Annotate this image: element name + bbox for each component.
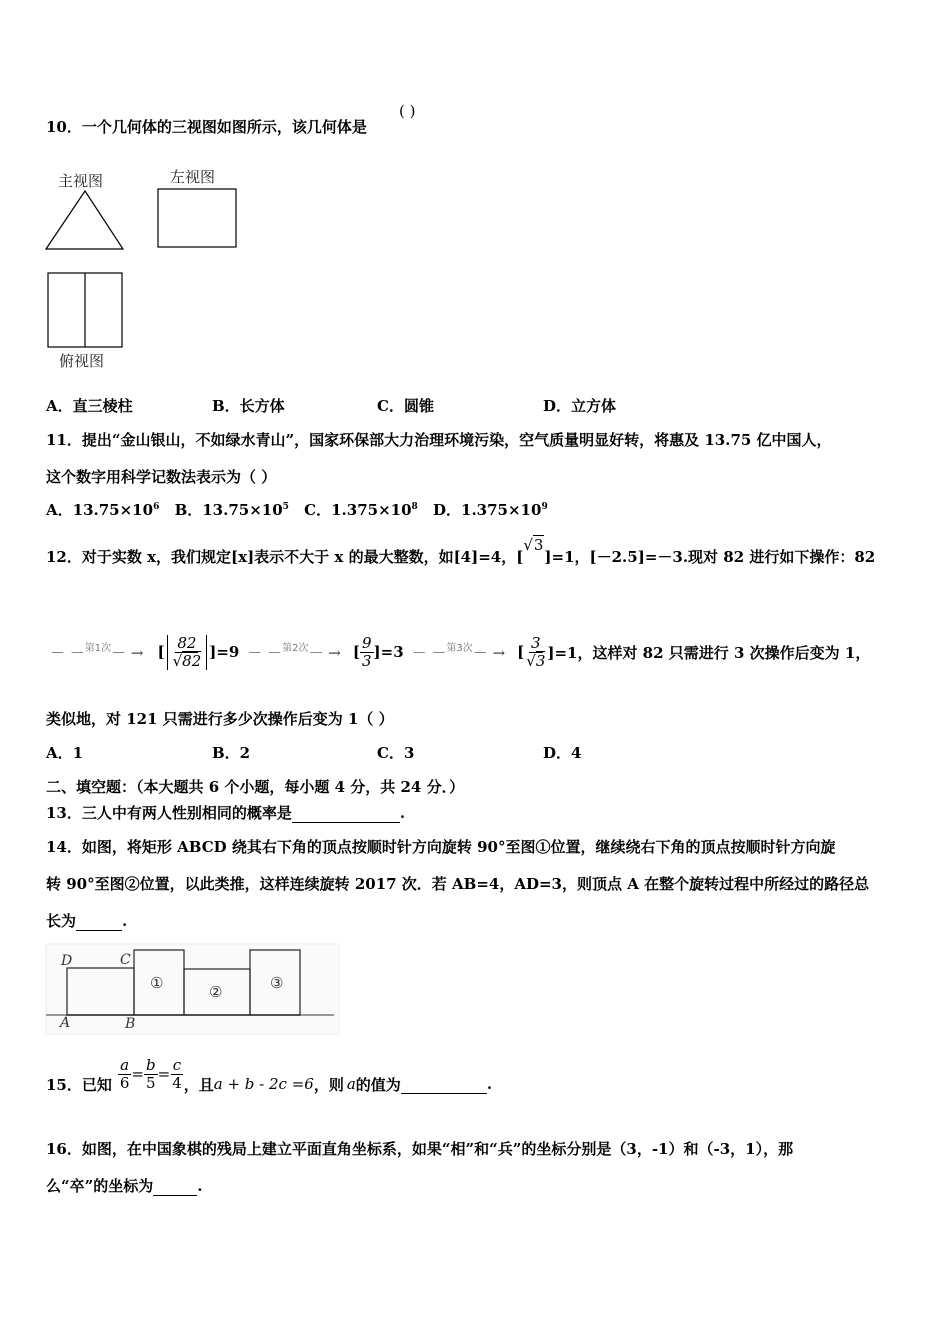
q14-line2: 转 90°至图②位置，以此类推，这样连续旋转 2017 次．若 AB=4，AD=3，则顶点 A 在整个旋转过程中所经过的路径总: [46, 875, 870, 893]
label-d: D: [61, 953, 73, 969]
q13-line: 13．三人中有两人性别相同的概率是 .: [46, 804, 406, 822]
label-position-2: ②: [209, 983, 223, 1001]
fraction-1-denominator: √82: [172, 651, 202, 670]
q14-line3: 长为 .: [46, 912, 128, 930]
bracket-open-2: [: [352, 643, 360, 661]
arrow-1-label: 第1次: [84, 642, 112, 654]
q12-option-d[interactable]: D．4: [543, 744, 582, 762]
q14-line1: 14．如图，将矩形 ABCD 绕其右下角的顶点按顺时针方向旋转 90°至图①位置，继续绕右下角的顶点按顺时针方向旋: [46, 838, 836, 856]
arrow-3-head: － →: [472, 643, 506, 662]
arrow-1-dash: － －: [50, 643, 85, 662]
fraction-b-over-5: $\frac{b}{5}$: [146, 1055, 156, 1092]
arrow-2-label: 第2次: [282, 642, 309, 654]
fraction-1-numerator: 82: [177, 633, 197, 652]
result-1: ]=9: [209, 643, 240, 661]
label-position-3: ③: [270, 974, 284, 992]
fraction-c-over-4: $\frac{c}{4}$: [172, 1055, 182, 1092]
fraction-a-over-6: $\frac{a}{6}$: [119, 1055, 130, 1092]
arrow-1-head: － →: [111, 643, 144, 662]
fraction-3: $\frac{3}{√3}$: [526, 633, 546, 670]
q15-condition-expression: a + b - 2c =6: [213, 1075, 314, 1093]
bracket-open-3: [: [517, 643, 525, 661]
arrow-2-dash: － －: [247, 643, 283, 662]
q11-option-a[interactable]: A．$13.75\times 10^6$: [46, 501, 160, 519]
q12-line3: 类似地，对 121 只需进行多少次操作后变为 1（ ）: [46, 710, 394, 728]
q10-option-d[interactable]: D．立方体: [543, 397, 617, 415]
q16-answer-blank[interactable]: [153, 1177, 197, 1196]
result-3: ]=1，这样对 82 只需进行 3 次操作后变为 1，: [547, 643, 871, 662]
q12-option-b[interactable]: B．2: [212, 744, 251, 762]
arrow-3-dash: － －: [411, 643, 447, 662]
label-b: B: [125, 1016, 136, 1032]
q11-option-d[interactable]: D．$1.375\times 10^9$: [433, 501, 548, 519]
arrow-2-head: － →: [308, 643, 341, 662]
label-a: A: [60, 1015, 71, 1031]
arrow-3-label: 第3次: [446, 642, 473, 654]
label-c: C: [120, 952, 131, 968]
front-view-label: 主视图: [58, 172, 104, 190]
q12-line1-part-b: ]=1，[－2.5]=－3.现对 82 进行如下操作：82: [544, 548, 876, 566]
fraction-2: $\frac{9}{3}$: [361, 633, 372, 670]
q10-paren: ( ): [399, 102, 416, 120]
q10-text: 10．一个几何体的三视图如图所示，该几何体是: [46, 118, 367, 136]
q10-option-a[interactable]: A．直三棱柱: [46, 397, 133, 415]
q15-answer-blank[interactable]: [401, 1075, 487, 1094]
q11-option-b[interactable]: B．$13.75\times 10^5$: [174, 501, 289, 519]
result-2: ]=3: [373, 643, 404, 661]
q10-option-c[interactable]: C．圆锥: [377, 397, 434, 415]
q15-line: 15．已知 $\frac{a}{6}$ = $\frac{b}{5}$ = $\frac{c}{4}$ ，且 a + b - 2c =6 ，则 a 的值为 .: [46, 1055, 493, 1094]
sqrt3-expression: √3: [523, 536, 544, 554]
q11-line2: 这个数字用科学记数法表示为（ ）: [46, 468, 277, 486]
q16-line1: 16．如图，在中国象棋的残局上建立平面直角坐标系，如果“相”和“兵”的坐标分别是（3，-1）和（-3，1），那: [46, 1140, 794, 1158]
q12-option-a[interactable]: A．1: [46, 744, 84, 762]
q16-line2: 么“卒”的坐标为 .: [46, 1177, 203, 1195]
q13-text: 13．三人中有两人性别相同的概率是: [46, 804, 292, 822]
bracket-open-1: [: [157, 643, 165, 661]
label-position-1: ①: [150, 974, 164, 992]
q12-option-c[interactable]: C．3: [377, 744, 415, 762]
left-view-label: 左视图: [170, 168, 216, 186]
q12-line1-part-a: 12．对于实数 x，我们规定[x]表示不大于 x 的最大整数，如[4]=4，[: [46, 548, 524, 566]
section-2-title: 二、填空题：（本大题共 6 个小题，每小题 4 分，共 24 分．）: [46, 778, 465, 796]
top-view-label: 俯视图: [59, 352, 105, 370]
q11-option-c[interactable]: C．$1.375\times 10^8$: [304, 501, 418, 519]
q11-line1: 11．提出“金山银山，不如绿水青山”，国家环保部大力治理环境污染，空气质量明显好转，将惠及 13.75 亿中国人，: [46, 431, 832, 449]
q10-option-b[interactable]: B．长方体: [212, 397, 285, 415]
